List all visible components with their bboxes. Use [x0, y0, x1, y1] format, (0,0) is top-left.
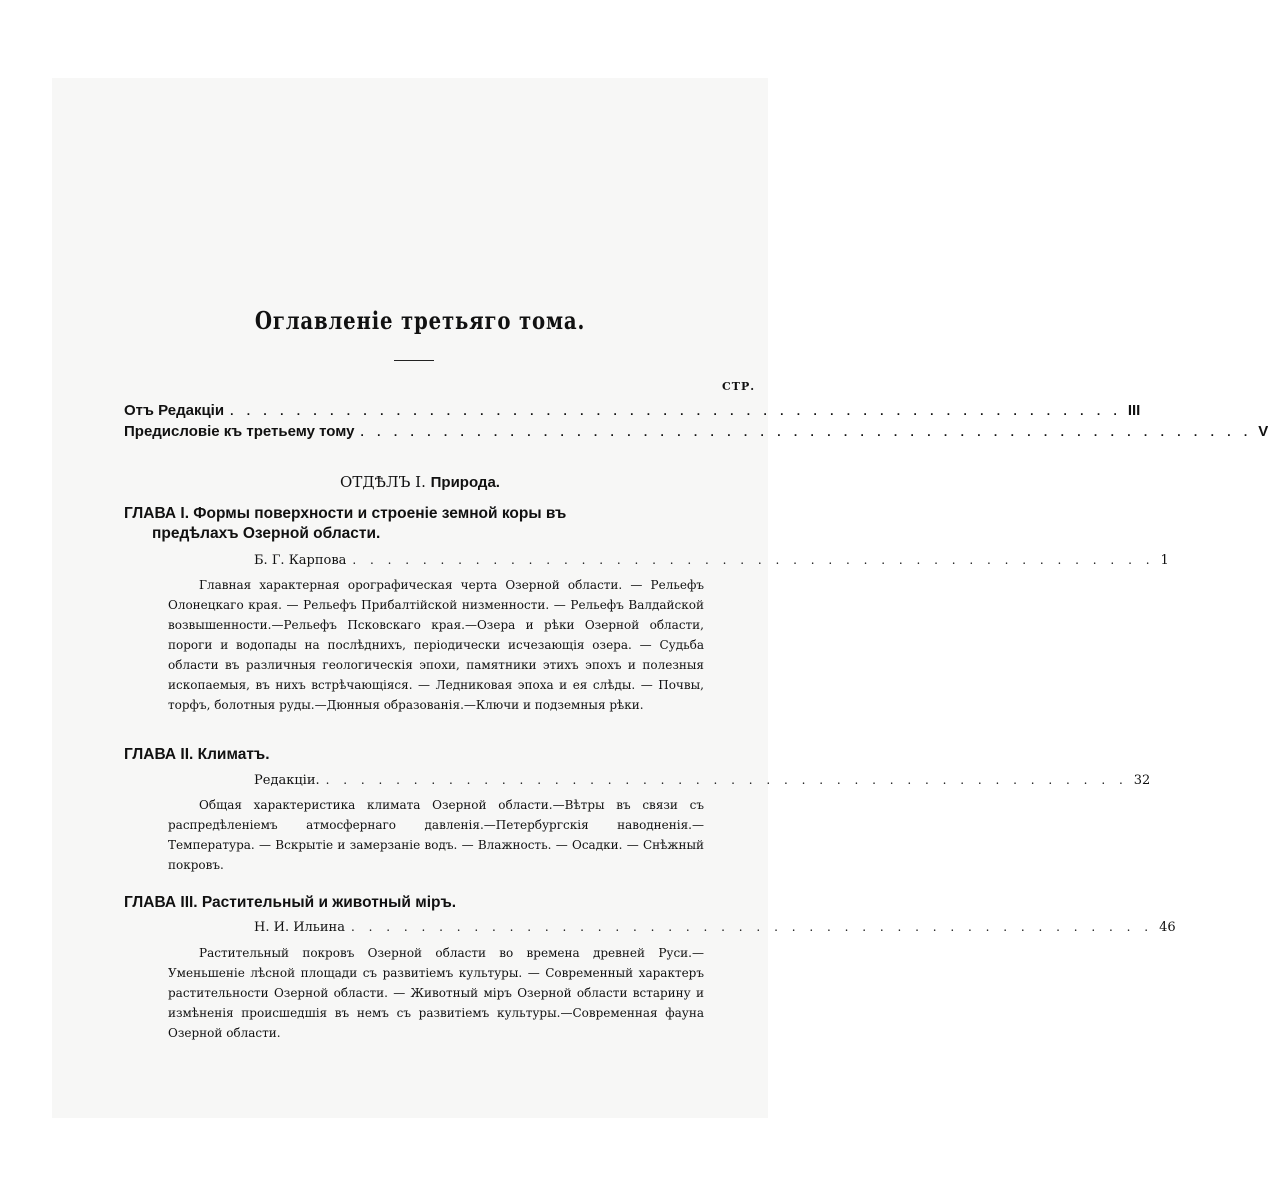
chapter-author: Редакціи.	[254, 773, 320, 788]
chapter-author-row[interactable]	[254, 553, 1169, 568]
leader-dots: . . . . . . . . . . . . . . . . . . . . . . . . . . . . . . . . . . . . . . . . . . . . . .	[325, 773, 1128, 787]
chapter-author-row[interactable]	[254, 773, 1151, 788]
toc-entry[interactable]	[124, 423, 1268, 440]
chapter-heading[interactable]: ГЛАВА I. Формы поверхности и строеніе земной коры въ	[124, 505, 567, 522]
chapter-heading-continuation: предѣлахъ Озерной области.	[152, 525, 381, 542]
chapter-heading[interactable]: ГЛАВА III. Растительный и животный міръ.	[124, 894, 457, 911]
page-column-label: СТР.	[722, 380, 756, 393]
title-divider	[394, 360, 434, 361]
chapter-heading[interactable]: ГЛАВА II. Климатъ.	[124, 746, 270, 763]
chapter-author-row[interactable]	[254, 920, 1176, 935]
leader-dots: . . . . . . . . . . . . . . . . . . . . . . . . . . . . . . . . . . . . . . . . . . . . . .	[350, 920, 1154, 934]
section-heading	[0, 473, 840, 491]
chapter-author: Н. И. Ильина	[254, 920, 345, 935]
chapter-page: 46	[1159, 920, 1176, 935]
section-prefix: ОТДѢЛЪ I.	[340, 473, 426, 491]
chapter-description: Общая характеристика климата Озерной области.—Вѣтры въ связи съ распредѣленіемъ атмосфернаго давленія.—Петербургскія наводненія.— Температура. — Вскрытіе и замерзаніе водъ. — Влажность. — Осадки. — Снѣжный покровъ.	[168, 798, 704, 872]
chapter-page: 32	[1133, 773, 1151, 788]
toc-entry-page: V	[1258, 423, 1268, 440]
toc-entry-title: Предисловіе къ третьему тому	[124, 423, 355, 440]
toc-entry-page: III	[1127, 402, 1141, 419]
chapter-page: 1	[1160, 553, 1169, 568]
chapter-description: Главная характерная орографическая черта Озерной области. — Рельефъ Олонецкаго края. — Рельефъ Прибалтійской низменности. — Рельефъ Валдайской возвышенности.—Рельефъ Псковскаго края.—Озера и рѣки Озерной области, пороги и водопады на послѣднихъ, періодически исчезающія озера. — Судьба области въ различныя геологическія эпохи, памятники этихъ эпохъ и полезныя ископаемыя, въ нихъ встрѣчающіяся. — Ледниковая эпоха и ея слѣды. — Почвы, торфъ, болотныя руды.—Дюнныя образованія.—Ключи и подземныя рѣки.	[168, 578, 704, 712]
chapter-description: Растительный покровъ Озерной области во времена древней Руси.— Уменьшеніе лѣсной площади съ развитіемъ культуры. — Современный характеръ растительности Озерной области. — Животный міръ Озерной области встарину и измѣненія происшедшія въ немъ съ развитіемъ культуры.—Современная фауна Озерной области.	[168, 946, 704, 1040]
page-title: Оглавленіе третьяго тома.	[254, 306, 586, 335]
chapter-author: Б. Г. Карпова	[254, 553, 347, 568]
leader-dots: . . . . . . . . . . . . . . . . . . . . . . . . . . . . . . . . . . . . . . . . . . . . . .	[352, 553, 1155, 567]
section-name: Природа.	[430, 474, 500, 491]
leader-dots: . . . . . . . . . . . . . . . . . . . . . . . . . . . . . . . . . . . . . . . . . . . . . . . . . . . . . .	[360, 425, 1253, 439]
toc-entry-title: Отъ Редакціи	[124, 402, 225, 419]
toc-entry[interactable]	[124, 402, 1141, 419]
leader-dots: . . . . . . . . . . . . . . . . . . . . . . . . . . . . . . . . . . . . . . . . . . . . . . . . . . . . . .	[230, 404, 1122, 418]
